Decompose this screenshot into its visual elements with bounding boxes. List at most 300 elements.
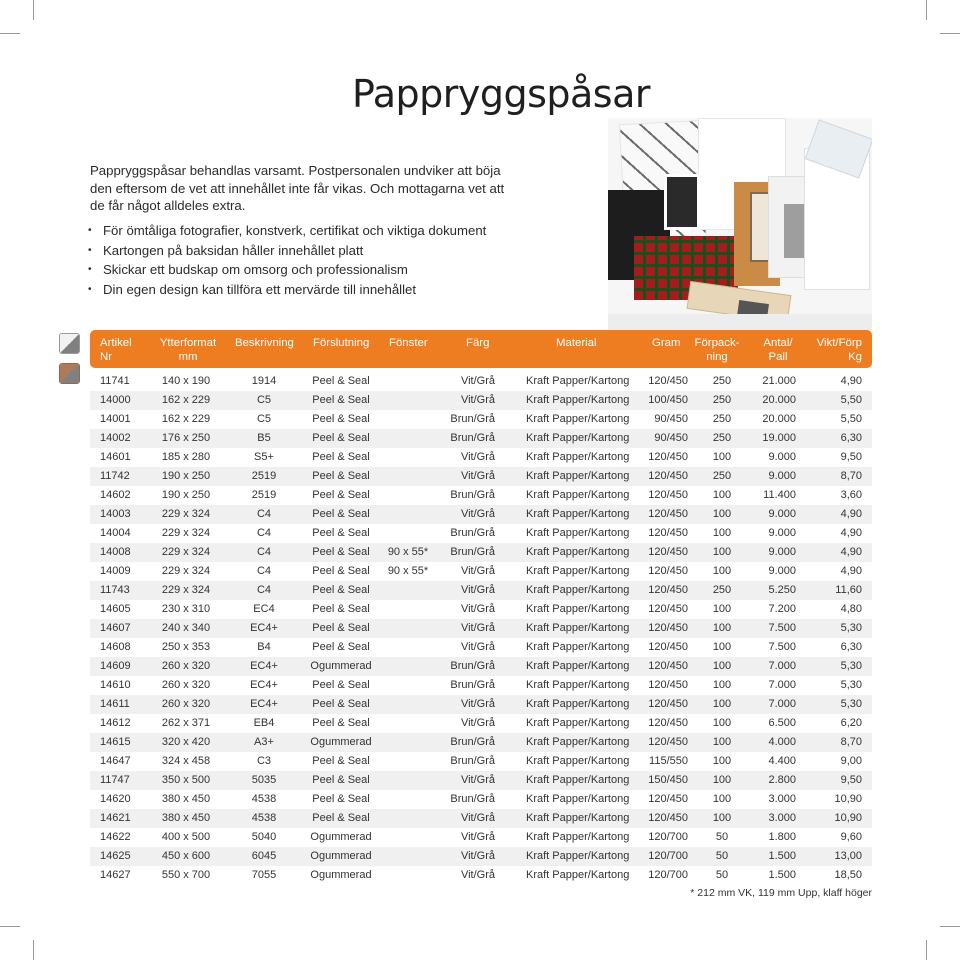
header-forpackning: Förpack- ning [694,337,740,363]
table-row [90,429,872,448]
row-gram: 115/550 [649,755,688,767]
row-beskrivning: 2519 [251,489,277,501]
row-material: Kraft Papper/Kartong [526,698,630,710]
row-forpackning: 100 [712,641,732,653]
row-ytterformat: 550 x 700 [161,869,211,881]
row-forpackning: 100 [712,489,732,501]
row-forslutning: Peel & Seal [312,641,370,653]
row-material: Kraft Papper/Kartong [526,850,630,862]
row-forpackning: 100 [712,793,732,805]
row-material: Kraft Papper/Kartong [526,508,630,520]
row-forslutning: Peel & Seal [312,375,370,387]
row-beskrivning: C4 [256,584,272,596]
row-vikt: 4,90 [840,508,862,520]
feature-item: • Din egen design kan tillföra ett mervärde till innehållet [88,280,486,300]
row-forpackning: 100 [712,546,732,558]
row-forslutning: Peel & Seal [312,565,370,577]
row-artikel: 14008 [100,546,131,558]
row-gram: 90/450 [654,432,688,444]
table-row [90,771,872,790]
row-forpackning: 100 [712,812,732,824]
row-ytterformat: 260 x 320 [161,679,211,691]
table-row [90,543,872,562]
row-forslutning: Peel & Seal [312,622,370,634]
row-farg: Brun/Grå [450,527,495,539]
row-forpackning: 250 [712,375,732,387]
row-antal: 4.400 [768,755,796,767]
row-material: Kraft Papper/Kartong [526,489,630,501]
row-ytterformat: 350 x 500 [161,774,211,786]
row-artikel: 14607 [100,622,131,634]
row-artikel: 14601 [100,451,131,463]
row-forslutning: Ogummerad [310,660,372,672]
row-antal: 7.000 [768,660,796,672]
table-row [90,505,872,524]
table-row [90,676,872,695]
table-body [90,372,872,885]
row-antal: 9.000 [768,470,796,482]
row-forslutning: Peel & Seal [312,527,370,539]
row-artikel: 14602 [100,489,131,501]
row-beskrivning: EC4+ [250,622,278,634]
row-antal: 3.000 [768,793,796,805]
row-farg: Vit/Grå [460,470,495,482]
row-antal: 1.800 [768,831,796,843]
row-antal: 20.000 [762,413,796,425]
row-artikel: 14611 [100,698,130,710]
row-forpackning: 100 [712,660,732,672]
row-gram: 120/450 [648,546,688,558]
product-table [90,330,872,885]
row-beskrivning: 5035 [251,774,277,786]
row-beskrivning: C4 [256,527,272,539]
crop-mark [0,926,20,927]
row-gram: 120/700 [648,869,688,881]
crop-mark [940,926,960,927]
row-vikt: 6,20 [840,717,862,729]
row-ytterformat: 450 x 600 [161,850,211,862]
row-forpackning: 250 [712,432,732,444]
row-antal: 4.000 [768,736,796,748]
row-beskrivning: C5 [256,394,272,406]
row-forslutning: Peel & Seal [312,698,370,710]
row-farg: Vit/Grå [460,831,495,843]
row-artikel: 14003 [100,508,131,520]
row-antal: 9.000 [768,527,796,539]
intro-text: Pappryggspåsar behandlas varsamt. Postpersonalen undviker att böja den eftersom de vet att innehållet inte får vikas. Och mottagarna vet att de får något alldeles extra. [90,163,505,213]
row-gram: 90/450 [654,413,688,425]
row-forslutning: Ogummerad [310,850,372,862]
row-ytterformat: 260 x 320 [161,660,211,672]
row-material: Kraft Papper/Kartong [526,375,630,387]
row-gram: 120/450 [648,698,688,710]
row-antal: 7.500 [768,622,796,634]
row-material: Kraft Papper/Kartong [526,755,630,767]
row-forslutning: Peel & Seal [312,546,370,558]
row-forslutning: Ogummerad [310,736,372,748]
row-antal: 1.500 [768,869,796,881]
row-ytterformat: 229 x 324 [161,565,211,577]
row-material: Kraft Papper/Kartong [526,869,630,881]
table-row [90,410,872,429]
row-ytterformat: 400 x 500 [161,831,211,843]
row-forslutning: Peel & Seal [312,508,370,520]
table-header [90,330,872,368]
row-farg: Vit/Grå [460,375,495,387]
row-artikel: 14621 [100,812,131,824]
row-antal: 9.000 [768,565,796,577]
row-gram: 120/450 [648,660,688,672]
table-row [90,524,872,543]
row-farg: Brun/Grå [450,793,495,805]
row-vikt: 9,00 [840,755,862,767]
row-artikel: 11741 [100,375,130,387]
row-gram: 120/450 [648,812,688,824]
row-material: Kraft Papper/Kartong [526,451,630,463]
row-antal: 20.000 [762,394,796,406]
row-ytterformat: 229 x 324 [161,527,211,539]
row-gram: 100/450 [648,394,688,406]
page-title: Pappryggspåsar [352,72,651,116]
feature-list [88,221,486,299]
crop-mark [0,33,20,34]
row-beskrivning: 2519 [251,470,277,482]
row-ytterformat: 229 x 324 [161,546,211,558]
row-antal: 21.000 [762,375,796,387]
row-artikel: 11742 [100,470,130,482]
row-antal: 1.500 [768,850,796,862]
row-gram: 120/450 [648,622,688,634]
row-ytterformat: 229 x 324 [161,508,211,520]
row-forslutning: Peel & Seal [312,394,370,406]
row-vikt: 10,90 [834,793,862,805]
row-material: Kraft Papper/Kartong [526,774,630,786]
row-vikt: 6,30 [840,641,862,653]
table-row [90,581,872,600]
row-material: Kraft Papper/Kartong [526,831,630,843]
row-vikt: 8,70 [840,736,862,748]
row-artikel: 11743 [100,584,130,596]
table-row [90,828,872,847]
row-beskrivning: 1914 [251,375,277,387]
row-vikt: 8,70 [840,470,862,482]
table-row [90,486,872,505]
row-vikt: 9,60 [840,831,862,843]
row-forslutning: Peel & Seal [312,413,370,425]
row-forpackning: 250 [712,394,732,406]
row-forslutning: Peel & Seal [312,717,370,729]
row-forslutning: Peel & Seal [312,812,370,824]
row-gram: 120/450 [648,717,688,729]
table-row [90,600,872,619]
row-forpackning: 100 [712,451,732,463]
row-material: Kraft Papper/Kartong [526,603,630,615]
row-ytterformat: 176 x 250 [161,432,211,444]
row-vikt: 11,60 [835,584,862,596]
row-gram: 120/450 [648,527,688,539]
row-material: Kraft Papper/Kartong [526,584,630,596]
row-ytterformat: 324 x 458 [161,755,211,767]
crop-mark [926,940,927,960]
header-forslutning: Förslutning [313,337,370,349]
row-farg: Vit/Grå [460,584,495,596]
row-gram: 120/450 [648,565,688,577]
row-fonster: 90 x 55* [387,565,429,577]
table-row [90,809,872,828]
row-ytterformat: 240 x 340 [161,622,211,634]
row-farg: Vit/Grå [460,508,495,520]
header-ytterformat: Ytterformat mm [159,337,217,363]
row-farg: Brun/Grå [450,432,495,444]
row-forpackning: 100 [712,717,732,729]
table-row [90,790,872,809]
row-ytterformat: 190 x 250 [161,470,211,482]
row-artikel: 14622 [100,831,131,843]
row-beskrivning: B4 [257,641,271,653]
crop-mark [33,940,34,960]
header-vikt: Vikt/Förp Kg [816,337,862,363]
row-gram: 150/450 [648,774,688,786]
row-ytterformat: 380 x 450 [161,812,211,824]
row-vikt: 5,30 [840,679,862,691]
row-beskrivning: EC4+ [250,698,278,710]
crop-mark [926,0,927,20]
feature-item: • För ömtåliga fotografier, konstverk, certifikat och viktiga dokument [88,221,486,241]
row-antal: 6.500 [768,717,796,729]
row-beskrivning: EB4 [253,717,275,729]
row-artikel: 14610 [100,679,131,691]
table-row [90,714,872,733]
row-farg: Vit/Grå [460,565,495,577]
row-farg: Vit/Grå [460,451,495,463]
row-forslutning: Peel & Seal [312,774,370,786]
row-vikt: 4,90 [840,565,862,577]
row-forslutning: Peel & Seal [312,489,370,501]
row-artikel: 14615 [100,736,131,748]
header-beskrivning: Beskrivning [235,337,294,349]
white-paper-swatch [59,333,80,354]
header-farg: Färg [466,337,490,349]
table-row [90,562,872,581]
row-forslutning: Peel & Seal [312,679,370,691]
row-forpackning: 50 [715,850,729,862]
row-artikel: 14612 [100,717,131,729]
row-antal: 9.000 [768,508,796,520]
row-ytterformat: 250 x 353 [161,641,211,653]
row-vikt: 4,90 [840,527,862,539]
row-vikt: 4,80 [840,603,862,615]
row-material: Kraft Papper/Kartong [526,527,630,539]
row-beskrivning: C4 [256,565,272,577]
row-forslutning: Peel & Seal [312,603,370,615]
row-artikel: 14608 [100,641,131,653]
row-antal: 7.200 [768,603,796,615]
row-material: Kraft Papper/Kartong [526,394,630,406]
row-ytterformat: 190 x 250 [161,489,211,501]
row-beskrivning: C3 [256,755,272,767]
row-forslutning: Peel & Seal [312,793,370,805]
row-forslutning: Peel & Seal [312,755,370,767]
row-forpackning: 250 [712,470,732,482]
row-gram: 120/450 [648,641,688,653]
row-gram: 120/450 [648,375,688,387]
row-gram: 120/450 [648,736,688,748]
row-gram: 120/450 [648,489,688,501]
row-material: Kraft Papper/Kartong [526,641,630,653]
row-forslutning: Peel & Seal [312,451,370,463]
row-forslutning: Ogummerad [310,869,372,881]
row-vikt: 4,90 [840,546,862,558]
row-beskrivning: B5 [257,432,271,444]
row-ytterformat: 140 x 190 [161,375,211,387]
row-vikt: 5,30 [840,698,862,710]
row-antal: 5.250 [768,584,796,596]
row-antal: 7.000 [768,679,796,691]
row-ytterformat: 162 x 229 [161,394,211,406]
row-forslutning: Peel & Seal [312,470,370,482]
row-farg: Brun/Grå [450,679,495,691]
row-forpackning: 100 [712,565,732,577]
row-artikel: 14625 [100,850,131,862]
row-vikt: 5,30 [840,660,862,672]
table-row [90,847,872,866]
row-vikt: 10,90 [834,812,862,824]
row-material: Kraft Papper/Kartong [526,793,630,805]
row-vikt: 3,60 [840,489,862,501]
row-beskrivning: 4538 [251,812,277,824]
row-antal: 3.000 [768,812,796,824]
row-vikt: 9,50 [840,451,862,463]
row-farg: Brun/Grå [450,755,495,767]
table-row [90,391,872,410]
row-farg: Vit/Grå [460,603,495,615]
row-forslutning: Peel & Seal [312,584,370,596]
row-beskrivning: 7055 [251,869,277,881]
header-material: Material [556,337,597,349]
row-farg: Vit/Grå [460,774,495,786]
row-artikel: 14009 [100,565,131,577]
row-forpackning: 100 [712,622,732,634]
row-farg: Brun/Grå [450,413,495,425]
row-antal: 19.000 [762,432,796,444]
row-material: Kraft Papper/Kartong [526,546,630,558]
table-row [90,467,872,486]
row-material: Kraft Papper/Kartong [526,736,630,748]
row-gram: 120/450 [648,508,688,520]
row-forpackning: 100 [712,755,732,767]
table-row [90,657,872,676]
table-row [90,619,872,638]
row-antal: 11.400 [763,489,796,501]
row-antal: 7.500 [768,641,796,653]
header-fonster: Fönster [389,337,428,349]
header-antal: Antal/ Pall [763,337,793,363]
row-ytterformat: 320 x 420 [161,736,211,748]
row-gram: 120/700 [648,850,688,862]
row-forpackning: 100 [712,736,732,748]
product-photo [608,118,872,330]
header-artikel: Artikel Nr [100,337,132,363]
table-row [90,372,872,391]
row-farg: Vit/Grå [460,622,495,634]
row-farg: Vit/Grå [460,850,495,862]
row-material: Kraft Papper/Kartong [526,812,630,824]
row-beskrivning: 4538 [251,793,277,805]
row-material: Kraft Papper/Kartong [526,717,630,729]
table-row [90,448,872,467]
row-vikt: 18,50 [834,869,862,881]
row-forpackning: 100 [712,698,732,710]
row-forpackning: 250 [712,413,732,425]
row-gram: 120/450 [648,451,688,463]
row-beskrivning: A3+ [254,736,274,748]
row-ytterformat: 229 x 324 [161,584,211,596]
row-farg: Brun/Grå [450,489,495,501]
row-material: Kraft Papper/Kartong [526,432,630,444]
row-forpackning: 100 [712,679,732,691]
row-artikel: 14605 [100,603,131,615]
row-farg: Vit/Grå [460,869,495,881]
row-forpackning: 50 [715,831,729,843]
row-forpackning: 100 [712,527,732,539]
feature-item: • Kartongen på baksidan håller innehållet platt [88,241,486,261]
row-ytterformat: 230 x 310 [161,603,211,615]
header-gram: Gram [652,337,681,349]
row-farg: Brun/Grå [450,546,495,558]
row-forslutning: Ogummerad [310,831,372,843]
row-material: Kraft Papper/Kartong [526,565,630,577]
row-antal: 9.000 [768,451,796,463]
row-vikt: 9,50 [840,774,862,786]
row-ytterformat: 380 x 450 [161,793,211,805]
row-gram: 120/450 [648,470,688,482]
row-farg: Vit/Grå [460,698,495,710]
row-artikel: 14627 [100,869,131,881]
row-vikt: 6,30 [840,432,862,444]
crop-mark [33,0,34,20]
row-farg: Brun/Grå [450,660,495,672]
row-beskrivning: EC4+ [250,660,278,672]
row-material: Kraft Papper/Kartong [526,679,630,691]
row-vikt: 5,30 [840,622,862,634]
row-forpackning: 50 [715,869,729,881]
row-gram: 120/450 [648,793,688,805]
table-row [90,638,872,657]
row-vikt: 4,90 [840,375,862,387]
row-beskrivning: C5 [256,413,272,425]
table-row [90,733,872,752]
row-artikel: 14002 [100,432,131,444]
row-fonster: 90 x 55* [387,546,429,558]
row-vikt: 5,50 [840,413,862,425]
row-forpackning: 250 [712,584,732,596]
row-artikel: 14647 [100,755,131,767]
row-ytterformat: 185 x 280 [161,451,211,463]
row-gram: 120/700 [648,831,688,843]
row-beskrivning: 5040 [251,831,277,843]
footnote: * 212 mm VK, 119 mm Upp, klaff höger [690,887,872,899]
row-farg: Vit/Grå [460,641,495,653]
row-antal: 9.000 [768,546,796,558]
row-beskrivning: 6045 [251,850,277,862]
row-beskrivning: EC4 [253,603,275,615]
row-material: Kraft Papper/Kartong [526,622,630,634]
row-ytterformat: 260 x 320 [161,698,211,710]
row-forpackning: 100 [712,774,732,786]
row-farg: Vit/Grå [460,812,495,824]
row-artikel: 11747 [100,774,130,786]
row-gram: 120/450 [648,603,688,615]
